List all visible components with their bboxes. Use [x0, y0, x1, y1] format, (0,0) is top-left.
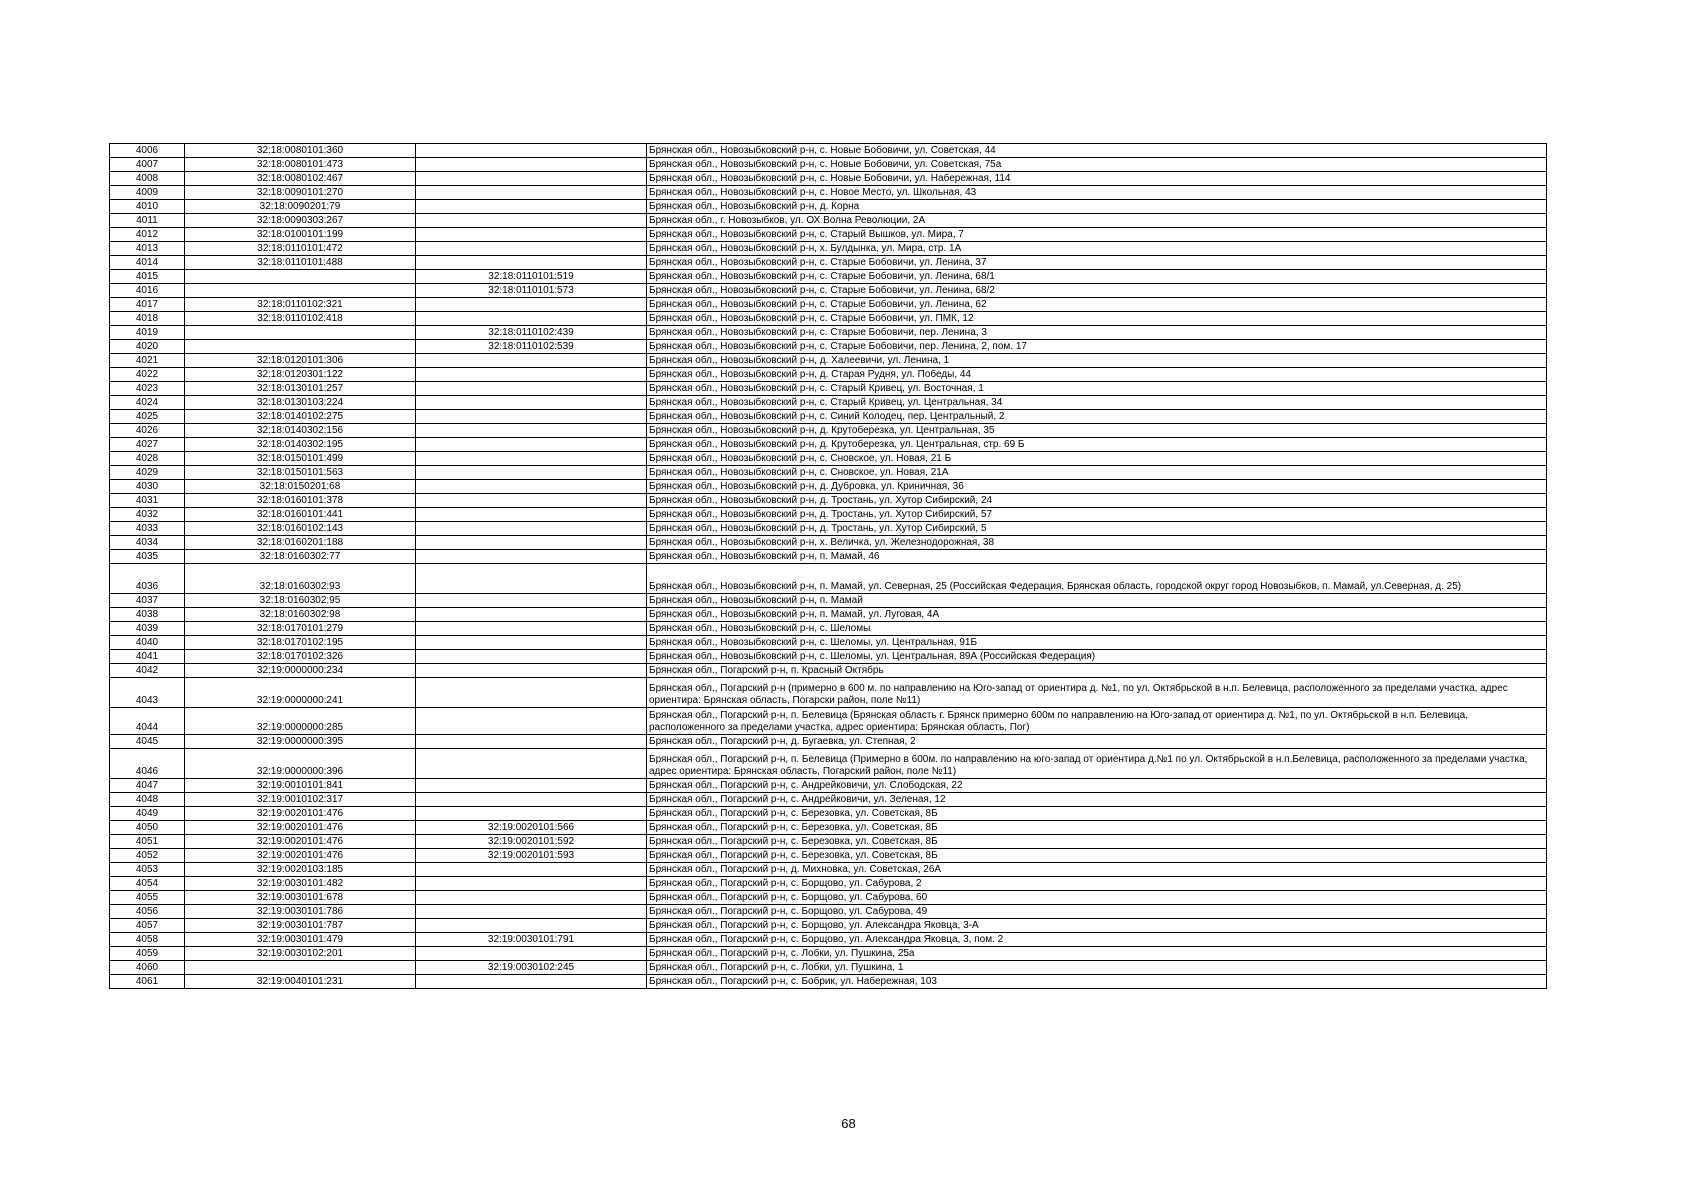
table-row: [110, 256, 1547, 270]
linked-cadastral-number-cell: [416, 863, 647, 877]
address-cell: Брянская обл., Новозыбковский р-н, с. Сновское, ул. Новая, 21 Б: [647, 452, 1547, 466]
address-cell: Брянская обл., Новозыбковский р-н, с. Новые Бобовичи, ул. Советская, 44: [647, 144, 1547, 158]
table-row: [110, 821, 1547, 835]
table-row: [110, 622, 1547, 636]
linked-cadastral-number-cell: [416, 382, 647, 396]
row-number-cell: 4036: [110, 564, 185, 594]
linked-cadastral-number-cell: [416, 975, 647, 989]
linked-cadastral-number-cell: [416, 594, 647, 608]
cadastral-number-cell: 32:18:0170102:326: [185, 650, 416, 664]
address-cell: Брянская обл., Новозыбковский р-н, с. Старые Бобовичи, ул. Ленина, 37: [647, 256, 1547, 270]
address-cell: Брянская обл., Погарский р-н, с. Борщово, ул. Александра Яковца, 3, пом. 2: [647, 933, 1547, 947]
page-number: 68: [841, 1116, 856, 1131]
table-row: [110, 242, 1547, 256]
address-cell: Брянская обл., Новозыбковский р-н, д. Дубровка, ул. Криничная, 36: [647, 480, 1547, 494]
address-cell: Брянская обл., Погарский р-н (примерно в 600 м. по направлению на Юго-запад от ориентира д. №1, по ул. Октябрьской в н.п. Белевица, расположенного за пределами участка, адрес ориентира: Брянская область, Погарски район, поле №11): [647, 678, 1547, 708]
cadastral-number-cell: 32:18:0130101:257: [185, 382, 416, 396]
linked-cadastral-number-cell: [416, 186, 647, 200]
linked-cadastral-number-cell: [416, 466, 647, 480]
address-cell: Брянская обл., Новозыбковский р-н, с. Шеломы, ул. Центральная, 91Б: [647, 636, 1547, 650]
row-number-cell: 4034: [110, 536, 185, 550]
table-row: [110, 793, 1547, 807]
table-row: [110, 480, 1547, 494]
linked-cadastral-number-cell: [416, 891, 647, 905]
cadastral-number-cell: 32:18:0090101:270: [185, 186, 416, 200]
linked-cadastral-number-cell: [416, 636, 647, 650]
cadastral-number-cell: 32:18:0160302:98: [185, 608, 416, 622]
cadastral-number-cell: 32:19:0000000:396: [185, 749, 416, 779]
row-number-cell: 4048: [110, 793, 185, 807]
linked-cadastral-number-cell: [416, 522, 647, 536]
table-row: [110, 200, 1547, 214]
address-cell: Брянская обл., Новозыбковский р-н, п. Мамай: [647, 594, 1547, 608]
address-cell: Брянская обл., Новозыбковский р-н, х. Величка, ул. Железнодорожная, 38: [647, 536, 1547, 550]
row-number-cell: 4051: [110, 835, 185, 849]
address-cell: Брянская обл., Погарский р-н, с. Андрейковичи, ул. Зеленая, 12: [647, 793, 1547, 807]
row-number-cell: 4019: [110, 326, 185, 340]
address-cell: Брянская обл., Новозыбковский р-н, п. Мамай, ул. Северная, 25 (Российская Федерация, Брянская область, городской округ город Новозыбков, п. Мамай, ул.Северная, д. 25): [647, 564, 1547, 594]
cadastral-number-cell: 32:18:0150101:499: [185, 452, 416, 466]
linked-cadastral-number-cell: 32:19:0020101:566: [416, 821, 647, 835]
table-row: [110, 849, 1547, 863]
table-row: [110, 186, 1547, 200]
row-number-cell: 4038: [110, 608, 185, 622]
linked-cadastral-number-cell: [416, 550, 647, 564]
row-number-cell: 4020: [110, 340, 185, 354]
linked-cadastral-number-cell: [416, 564, 647, 594]
row-number-cell: 4015: [110, 270, 185, 284]
row-number-cell: 4058: [110, 933, 185, 947]
cadastral-number-cell: 32:18:0100101:199: [185, 228, 416, 242]
linked-cadastral-number-cell: [416, 368, 647, 382]
cadastral-number-cell: 32:18:0160101:441: [185, 508, 416, 522]
address-cell: Брянская обл., Погарский р-н, с. Борщово, ул. Александра Яковца, 3-А: [647, 919, 1547, 933]
table-row: [110, 564, 1547, 594]
row-number-cell: 4049: [110, 807, 185, 821]
table-row: [110, 636, 1547, 650]
linked-cadastral-number-cell: [416, 242, 647, 256]
linked-cadastral-number-cell: [416, 396, 647, 410]
cadastral-number-cell: [185, 961, 416, 975]
address-cell: Брянская обл., Новозыбковский р-н, с. Сновское, ул. Новая, 21А: [647, 466, 1547, 480]
table-row: [110, 438, 1547, 452]
linked-cadastral-number-cell: [416, 650, 647, 664]
row-number-cell: 4032: [110, 508, 185, 522]
row-number-cell: 4057: [110, 919, 185, 933]
cadastral-number-cell: 32:18:0080101:473: [185, 158, 416, 172]
row-number-cell: 4042: [110, 664, 185, 678]
row-number-cell: 4017: [110, 298, 185, 312]
linked-cadastral-number-cell: [416, 678, 647, 708]
row-number-cell: 4028: [110, 452, 185, 466]
row-number-cell: 4045: [110, 735, 185, 749]
table-row: [110, 608, 1547, 622]
row-number-cell: 4012: [110, 228, 185, 242]
linked-cadastral-number-cell: [416, 622, 647, 636]
table-row: [110, 536, 1547, 550]
linked-cadastral-number-cell: [416, 144, 647, 158]
table-row: [110, 807, 1547, 821]
linked-cadastral-number-cell: [416, 877, 647, 891]
linked-cadastral-number-cell: [416, 947, 647, 961]
linked-cadastral-number-cell: 32:18:0110101:573: [416, 284, 647, 298]
row-number-cell: 4006: [110, 144, 185, 158]
row-number-cell: 4055: [110, 891, 185, 905]
row-number-cell: 4053: [110, 863, 185, 877]
cadastral-number-cell: 32:19:0020101:476: [185, 821, 416, 835]
row-number-cell: 4031: [110, 494, 185, 508]
address-cell: Брянская обл., Погарский р-н, с. Лобки, ул. Пушкина, 25а: [647, 947, 1547, 961]
table-row: [110, 877, 1547, 891]
cadastral-number-cell: 32:19:0010102:317: [185, 793, 416, 807]
cadastral-number-cell: 32:19:0000000:395: [185, 735, 416, 749]
linked-cadastral-number-cell: [416, 494, 647, 508]
table-row: [110, 947, 1547, 961]
address-cell: Брянская обл., Новозыбковский р-н, х. Булдынка, ул. Мира, стр. 1А: [647, 242, 1547, 256]
cadastral-number-cell: 32:18:0170102:195: [185, 636, 416, 650]
cadastral-number-cell: 32:18:0160101:378: [185, 494, 416, 508]
row-number-cell: 4047: [110, 779, 185, 793]
linked-cadastral-number-cell: [416, 749, 647, 779]
cadastral-number-cell: 32:18:0110102:418: [185, 312, 416, 326]
linked-cadastral-number-cell: [416, 200, 647, 214]
address-cell: Брянская обл., Новозыбковский р-н, д. Тростань, ул. Хутор Сибирский, 5: [647, 522, 1547, 536]
row-number-cell: 4030: [110, 480, 185, 494]
cadastral-number-cell: 32:18:0110102:321: [185, 298, 416, 312]
table-row: [110, 735, 1547, 749]
cadastral-number-cell: 32:19:0030101:787: [185, 919, 416, 933]
cadastral-number-cell: 32:19:0030101:479: [185, 933, 416, 947]
address-cell: Брянская обл., Новозыбковский р-н, с. Шеломы, ул. Центральная, 89А (Российская Федерация): [647, 650, 1547, 664]
table-row: [110, 326, 1547, 340]
address-cell: Брянская обл., Погарский р-н, д. Бугаевка, ул. Степная, 2: [647, 735, 1547, 749]
cadastral-number-cell: 32:19:0010101:841: [185, 779, 416, 793]
cadastral-number-cell: 32:18:0150101:563: [185, 466, 416, 480]
address-cell: Брянская обл., Погарский р-н, с. Березовка, ул. Советская, 8Б: [647, 821, 1547, 835]
address-cell: Брянская обл., Новозыбковский р-н, с. Новые Бобовичи, ул. Набережная, 114: [647, 172, 1547, 186]
cadastral-number-cell: [185, 284, 416, 298]
cadastral-number-cell: 32:19:0020101:476: [185, 835, 416, 849]
address-cell: Брянская обл., Новозыбковский р-н, с. Старый Кривец, ул. Центральная, 34: [647, 396, 1547, 410]
row-number-cell: 4060: [110, 961, 185, 975]
cadastral-number-cell: 32:18:0140302:156: [185, 424, 416, 438]
address-cell: Брянская обл., Новозыбковский р-н, с. Старые Бобовичи, пер. Ленина, 2, пом. 17: [647, 340, 1547, 354]
table-row: [110, 650, 1547, 664]
row-number-cell: 4013: [110, 242, 185, 256]
table-row: [110, 228, 1547, 242]
address-cell: Брянская обл., Новозыбковский р-н, п. Мамай, ул. Луговая, 4А: [647, 608, 1547, 622]
table-row: [110, 863, 1547, 877]
row-number-cell: 4011: [110, 214, 185, 228]
row-number-cell: 4026: [110, 424, 185, 438]
cadastral-number-cell: 32:19:0000000:285: [185, 708, 416, 735]
table-row: [110, 550, 1547, 564]
linked-cadastral-number-cell: [416, 424, 647, 438]
row-number-cell: 4061: [110, 975, 185, 989]
table-row: [110, 452, 1547, 466]
cadastral-number-cell: 32:18:0160302:93: [185, 564, 416, 594]
address-cell: Брянская обл., Новозыбковский р-н, д. Крутоберезка, ул. Центральная, 35: [647, 424, 1547, 438]
cadastral-number-cell: 32:18:0160302:77: [185, 550, 416, 564]
row-number-cell: 4024: [110, 396, 185, 410]
row-number-cell: 4046: [110, 749, 185, 779]
linked-cadastral-number-cell: [416, 172, 647, 186]
row-number-cell: 4007: [110, 158, 185, 172]
table-row: [110, 466, 1547, 480]
table-row: [110, 396, 1547, 410]
address-cell: Брянская обл., Погарский р-н, с. Андрейковичи, ул. Слободская, 22: [647, 779, 1547, 793]
row-number-cell: 4022: [110, 368, 185, 382]
row-number-cell: 4050: [110, 821, 185, 835]
row-number-cell: 4054: [110, 877, 185, 891]
row-number-cell: 4044: [110, 708, 185, 735]
linked-cadastral-number-cell: [416, 480, 647, 494]
table-row: [110, 144, 1547, 158]
linked-cadastral-number-cell: [416, 807, 647, 821]
linked-cadastral-number-cell: [416, 708, 647, 735]
cadastral-number-cell: 32:19:0020103:185: [185, 863, 416, 877]
row-number-cell: 4023: [110, 382, 185, 396]
row-number-cell: 4018: [110, 312, 185, 326]
linked-cadastral-number-cell: 32:19:0030102:245: [416, 961, 647, 975]
cadastral-number-cell: 32:19:0030102:201: [185, 947, 416, 961]
address-cell: Брянская обл., Новозыбковский р-н, с. Старые Бобовичи, ул. Ленина, 68/2: [647, 284, 1547, 298]
address-cell: Брянская обл., г. Новозыбков, ул. ОХ Волна Революции, 2А: [647, 214, 1547, 228]
table-row: [110, 382, 1547, 396]
cadastral-number-cell: 32:19:0000000:234: [185, 664, 416, 678]
address-cell: Брянская обл., Новозыбковский р-н, с. Синий Колодец, пер. Центральный, 2: [647, 410, 1547, 424]
cadastral-number-cell: 32:18:0170101:279: [185, 622, 416, 636]
table-row: [110, 172, 1547, 186]
row-number-cell: 4008: [110, 172, 185, 186]
linked-cadastral-number-cell: [416, 793, 647, 807]
row-number-cell: 4039: [110, 622, 185, 636]
linked-cadastral-number-cell: [416, 664, 647, 678]
address-cell: Брянская обл., Новозыбковский р-н, д. Корна: [647, 200, 1547, 214]
row-number-cell: 4040: [110, 636, 185, 650]
row-number-cell: 4029: [110, 466, 185, 480]
linked-cadastral-number-cell: 32:19:0020101:592: [416, 835, 647, 849]
linked-cadastral-number-cell: [416, 905, 647, 919]
row-number-cell: 4056: [110, 905, 185, 919]
linked-cadastral-number-cell: [416, 779, 647, 793]
address-cell: Брянская обл., Погарский р-н, с. Березовка, ул. Советская, 8Б: [647, 807, 1547, 821]
cadastral-number-cell: 32:18:0090303:267: [185, 214, 416, 228]
table-row: [110, 424, 1547, 438]
linked-cadastral-number-cell: [416, 410, 647, 424]
table-row: [110, 270, 1547, 284]
linked-cadastral-number-cell: [416, 735, 647, 749]
linked-cadastral-number-cell: [416, 228, 647, 242]
table-row: [110, 708, 1547, 735]
linked-cadastral-number-cell: [416, 214, 647, 228]
cadastral-number-cell: 32:19:0020101:476: [185, 849, 416, 863]
cadastral-number-cell: 32:18:0160102:143: [185, 522, 416, 536]
linked-cadastral-number-cell: [416, 354, 647, 368]
cadastral-number-cell: 32:19:0040101:231: [185, 975, 416, 989]
table-row: [110, 975, 1547, 989]
cadastral-number-cell: [185, 270, 416, 284]
linked-cadastral-number-cell: [416, 608, 647, 622]
table-row: [110, 410, 1547, 424]
address-cell: Брянская обл., Новозыбковский р-н, с. Старые Бобовичи, пер. Ленина, 3: [647, 326, 1547, 340]
linked-cadastral-number-cell: 32:18:0110102:539: [416, 340, 647, 354]
table-row: [110, 664, 1547, 678]
registry-table-body: [110, 144, 1547, 989]
linked-cadastral-number-cell: 32:19:0030101:791: [416, 933, 647, 947]
table-row: [110, 749, 1547, 779]
row-number-cell: 4059: [110, 947, 185, 961]
address-cell: Брянская обл., Погарский р-н, п. Красный Октябрь: [647, 664, 1547, 678]
cadastral-number-cell: 32:18:0120301:122: [185, 368, 416, 382]
row-number-cell: 4025: [110, 410, 185, 424]
address-cell: Брянская обл., Новозыбковский р-н, с. Шеломы: [647, 622, 1547, 636]
cadastral-number-cell: 32:18:0150201:68: [185, 480, 416, 494]
address-cell: Брянская обл., Новозыбковский р-н, д. Халеевичи, ул. Ленина, 1: [647, 354, 1547, 368]
address-cell: Брянская обл., Погарский р-н, п. Белевица (Брянская область г. Брянск примерно 600м по направлению на Юго-запад от ориентира д. №1, по ул. Октябрьской в н.п. Белевица, расположенного за пределами участка, адрес ориентира: Брянская область, Пог): [647, 708, 1547, 735]
table-row: [110, 158, 1547, 172]
cadastral-number-cell: 32:18:0130103:224: [185, 396, 416, 410]
address-cell: Брянская обл., Новозыбковский р-н, д. Крутоберезка, ул. Центральная, стр. 69 Б: [647, 438, 1547, 452]
linked-cadastral-number-cell: [416, 438, 647, 452]
table-row: [110, 214, 1547, 228]
cadastral-number-cell: 32:19:0030101:786: [185, 905, 416, 919]
cadastral-number-cell: [185, 340, 416, 354]
cadastral-number-cell: 32:18:0120101:306: [185, 354, 416, 368]
table-row: [110, 594, 1547, 608]
linked-cadastral-number-cell: [416, 256, 647, 270]
table-row: [110, 678, 1547, 708]
address-cell: Брянская обл., Погарский р-н, с. Борщово, ул. Сабурова, 60: [647, 891, 1547, 905]
table-row: [110, 494, 1547, 508]
address-cell: Брянская обл., Погарский р-н, с. Борщово, ул. Сабурова, 2: [647, 877, 1547, 891]
cadastral-number-cell: 32:18:0110101:472: [185, 242, 416, 256]
row-number-cell: 4021: [110, 354, 185, 368]
linked-cadastral-number-cell: [416, 312, 647, 326]
cadastral-number-cell: 32:19:0020101:476: [185, 807, 416, 821]
registry-table: [109, 143, 1547, 989]
cadastral-number-cell: 32:18:0110101:488: [185, 256, 416, 270]
row-number-cell: 4052: [110, 849, 185, 863]
table-row: [110, 312, 1547, 326]
linked-cadastral-number-cell: [416, 452, 647, 466]
linked-cadastral-number-cell: [416, 919, 647, 933]
row-number-cell: 4043: [110, 678, 185, 708]
address-cell: Брянская обл., Новозыбковский р-н, с. Новое Место, ул. Школьная, 43: [647, 186, 1547, 200]
cadastral-number-cell: 32:19:0000000:241: [185, 678, 416, 708]
row-number-cell: 4035: [110, 550, 185, 564]
address-cell: Брянская обл., Погарский р-н, д. Михновка, ул. Советская, 26А: [647, 863, 1547, 877]
cadastral-number-cell: 32:18:0090201:79: [185, 200, 416, 214]
address-cell: Брянская обл., Погарский р-н, с. Березовка, ул. Советская, 8Б: [647, 835, 1547, 849]
table-row: [110, 354, 1547, 368]
row-number-cell: 4027: [110, 438, 185, 452]
row-number-cell: 4041: [110, 650, 185, 664]
cadastral-number-cell: 32:18:0140102:275: [185, 410, 416, 424]
cadastral-number-cell: 32:19:0030101:482: [185, 877, 416, 891]
address-cell: Брянская обл., Погарский р-н, с. Березовка, ул. Советская, 8Б: [647, 849, 1547, 863]
table-row: [110, 368, 1547, 382]
cadastral-number-cell: 32:18:0160302:95: [185, 594, 416, 608]
table-row: [110, 891, 1547, 905]
table-row: [110, 905, 1547, 919]
table-row: [110, 835, 1547, 849]
linked-cadastral-number-cell: [416, 158, 647, 172]
address-cell: Брянская обл., Погарский р-н, п. Белевица (Примерно в 600м. по направлению на юго-запад от ориентира д.№1 по ул. Октябрьской в н.п.Белевица, расположенного за пределами участка, адрес ориентира: Брянская область, Погарский район, поле №11): [647, 749, 1547, 779]
cadastral-number-cell: 32:18:0080101:360: [185, 144, 416, 158]
address-cell: Брянская обл., Новозыбковский р-н, д. Старая Рудня, ул. Победы, 44: [647, 368, 1547, 382]
address-cell: Брянская обл., Новозыбковский р-н, с. Старый Вышков, ул. Мира, 7: [647, 228, 1547, 242]
row-number-cell: 4010: [110, 200, 185, 214]
address-cell: Брянская обл., Новозыбковский р-н, с. Новые Бобовичи, ул. Советская, 75а: [647, 158, 1547, 172]
address-cell: Брянская обл., Новозыбковский р-н, п. Мамай, 46: [647, 550, 1547, 564]
address-cell: Брянская обл., Погарский р-н, с. Бобрик, ул. Набережная, 103: [647, 975, 1547, 989]
cadastral-number-cell: 32:18:0080102:467: [185, 172, 416, 186]
address-cell: Брянская обл., Новозыбковский р-н, с. Старый Кривец, ул. Восточная, 1: [647, 382, 1547, 396]
cadastral-number-cell: 32:18:0140302:195: [185, 438, 416, 452]
linked-cadastral-number-cell: 32:18:0110102:439: [416, 326, 647, 340]
row-number-cell: 4037: [110, 594, 185, 608]
row-number-cell: 4033: [110, 522, 185, 536]
table-row: [110, 298, 1547, 312]
row-number-cell: 4014: [110, 256, 185, 270]
address-cell: Брянская обл., Новозыбковский р-н, д. Тростань, ул. Хутор Сибирский, 57: [647, 508, 1547, 522]
address-cell: Брянская обл., Новозыбковский р-н, с. Старые Бобовичи, ул. ПМК, 12: [647, 312, 1547, 326]
linked-cadastral-number-cell: [416, 298, 647, 312]
address-cell: Брянская обл., Новозыбковский р-н, д. Тростань, ул. Хутор Сибирский, 24: [647, 494, 1547, 508]
linked-cadastral-number-cell: [416, 536, 647, 550]
table-row: [110, 284, 1547, 298]
linked-cadastral-number-cell: [416, 508, 647, 522]
cadastral-number-cell: 32:19:0030101:678: [185, 891, 416, 905]
address-cell: Брянская обл., Погарский р-н, с. Борщово, ул. Сабурова, 49: [647, 905, 1547, 919]
table-row: [110, 508, 1547, 522]
table-row: [110, 779, 1547, 793]
cadastral-number-cell: [185, 326, 416, 340]
cadastral-number-cell: 32:18:0160201:188: [185, 536, 416, 550]
row-number-cell: 4016: [110, 284, 185, 298]
address-cell: Брянская обл., Погарский р-н, с. Лобки, ул. Пушкина, 1: [647, 961, 1547, 975]
address-cell: Брянская обл., Новозыбковский р-н, с. Старые Бобовичи, ул. Ленина, 62: [647, 298, 1547, 312]
address-cell: Брянская обл., Новозыбковский р-н, с. Старые Бобовичи, ул. Ленина, 68/1: [647, 270, 1547, 284]
linked-cadastral-number-cell: 32:18:0110101:519: [416, 270, 647, 284]
table-row: [110, 919, 1547, 933]
table-row: [110, 340, 1547, 354]
table-row: [110, 933, 1547, 947]
linked-cadastral-number-cell: 32:19:0020101:593: [416, 849, 647, 863]
table-row: [110, 522, 1547, 536]
row-number-cell: 4009: [110, 186, 185, 200]
table-row: [110, 961, 1547, 975]
